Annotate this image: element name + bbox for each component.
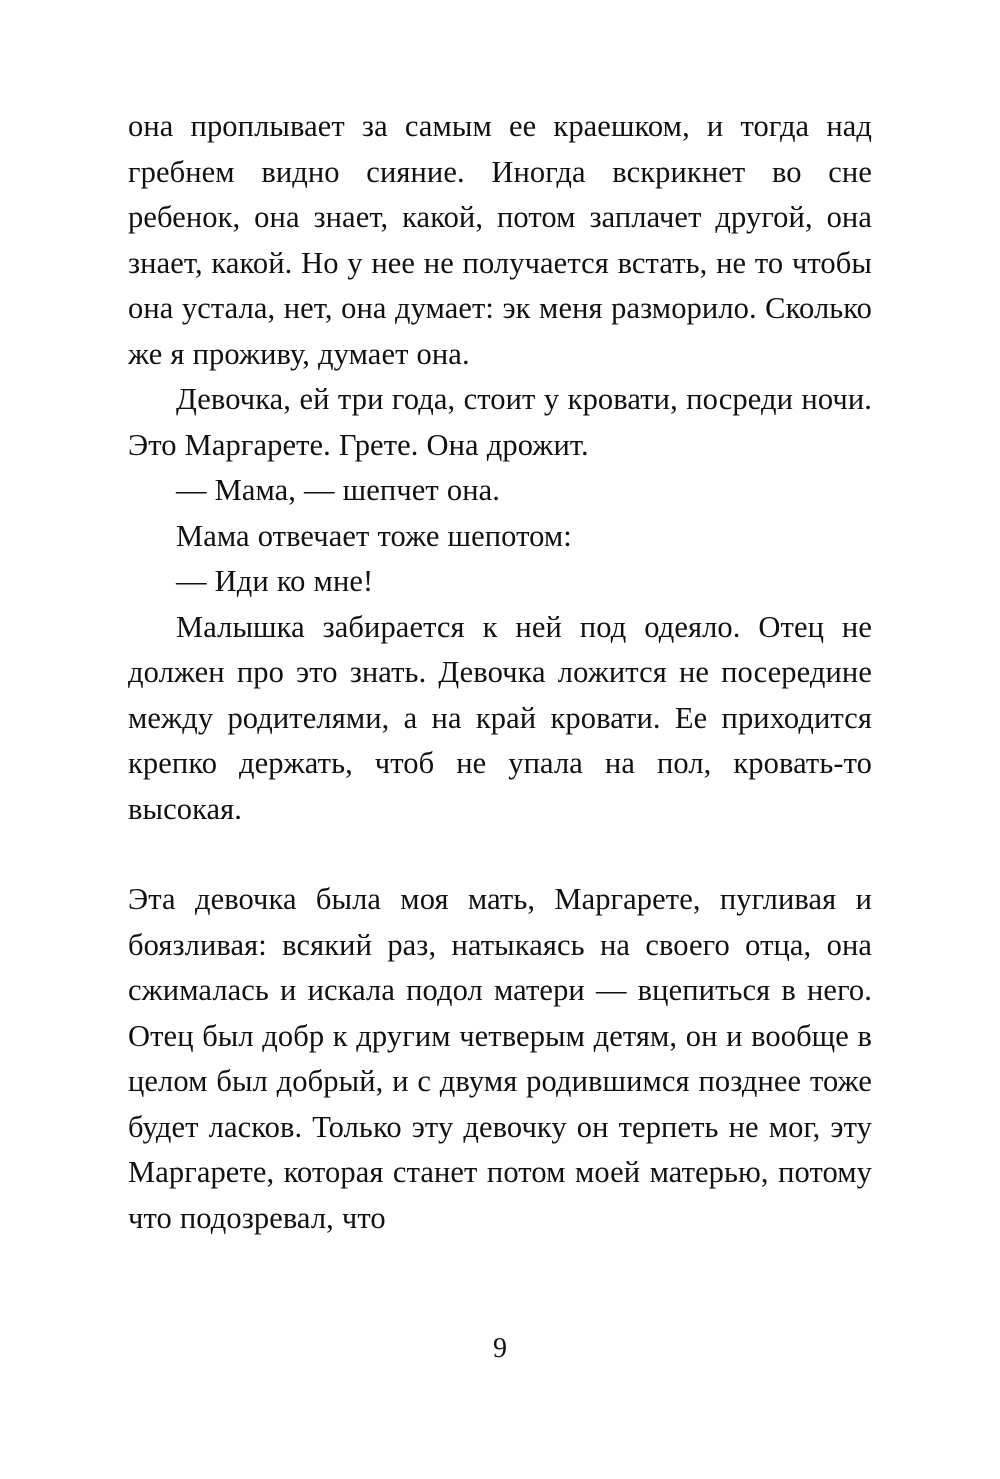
page-number: 9 <box>493 1333 507 1364</box>
paragraph-dialogue: — Мама, — шепчет она. <box>176 473 500 507</box>
paragraph: Девочка, ей три года, стоит у кровати, посреди ночи. Это Маргарете. Грете. Она дрожит. <box>128 382 872 462</box>
paragraph: Мама отвечает тоже шепотом: <box>176 518 572 553</box>
paragraph: Эта девочка была моя мать, Маргарете, пугливая и боязливая: всякий раз, натыкаясь на своего отца, она сжималась и искала подол матери — вцепиться в него. Отец был добр к другим четверым детям, он и вообще в целом был добрый, и с двумя родившимся позднее тоже будет ласков. Только эту девочку он терпеть не мог, эту Маргарете, которая станет потом моей матерью, потому что подозревал, что <box>128 882 872 1235</box>
page-text-column <box>128 104 872 1241</box>
paragraph: она проплывает за самым ее краешком, и тогда над гребнем видно сияние. Иногда вскрикнет во сне ребенок, она знает, какой, потом заплачет другой, она знает, какой. Но у нее не получается встать, не то чтобы она устала, нет, она думает: эк меня разморило. Сколько же я проживу, думает она. <box>128 109 872 371</box>
paragraph-dialogue: — Иди ко мне! <box>176 564 374 598</box>
paragraph: Малышка забирается к ней под одеяло. Отец не должен про это знать. Девочка ложится не посередине между родителями, а на край кровати. Ее приходится крепко держать, чтоб не упала на пол, кровать-то высокая. <box>128 609 872 826</box>
